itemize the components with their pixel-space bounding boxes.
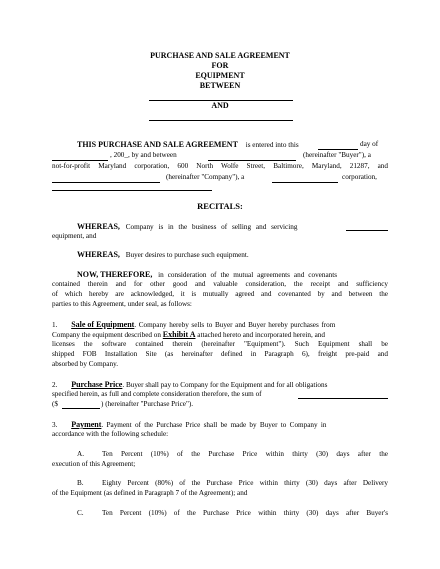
intro-line-4b: corporation, — [342, 173, 377, 181]
title-line-3: EQUIPMENT — [195, 71, 245, 80]
payment-a-line-1: Ten Percent (10%) of the Purchase Price within thirty (30) days after the — [102, 450, 388, 458]
whereas-2-text: Buyer desires to purchase such equipment. — [125, 251, 249, 259]
section-1-number: 1. — [52, 321, 58, 329]
section-1-line-3: licenses the software contained therein (hereinafter "Equipment"). Such Equipment shall be — [52, 340, 388, 348]
now-therefore-line-2: contained therein and for other good and valuable consideration, the receipt and sufficiency — [52, 280, 388, 288]
intro-line-2a: , 200_, by and between — [110, 151, 177, 159]
section-1-line-4: shipped FOB Installation Site (as hereinafter defined in Paragraph 6), freight pre-paid and — [52, 350, 388, 358]
section-1-line-5: absorbed by Company. — [52, 360, 119, 368]
payment-a-line-2: execution of this Agreement; — [52, 460, 136, 468]
section-2-number: 2. — [52, 381, 58, 389]
payment-c-line-1: Ten Percent (10%) of the Purchase Price within thirty (30) days after Buyer's — [102, 509, 388, 517]
intro-line-3: not-for-profit Maryland corporation, 600 North Wolfe Street, Baltimore, Maryland, 21287, and — [52, 162, 388, 170]
day-blank — [318, 149, 358, 150]
whereas-2-lead: WHEREAS, — [77, 250, 120, 259]
intro-line-1 — [77, 140, 299, 150]
whereas-1-lead: WHEREAS, — [77, 222, 120, 231]
title-and: AND — [211, 101, 229, 110]
section-2-line-3b: ) (hereinafter "Purchase Price"). — [101, 400, 194, 408]
intro-day-of: day of — [360, 140, 379, 148]
section-3-number: 3. — [52, 421, 58, 429]
intro-line-2b: (hereinafter "Buyer"), a — [303, 151, 371, 159]
payment-b-line-1: Eighty Percent (80%) of the Purchase Price within thirty (30) days after Delivery — [102, 479, 388, 487]
price-amount-blank — [62, 408, 100, 409]
payment-a-label: A. — [77, 450, 84, 458]
section-1-heading: Sale of Equipment — [71, 320, 135, 329]
now-therefore-text: in consideration of the mutual agreements and covenants — [158, 271, 338, 279]
title-line-2: FOR — [211, 61, 229, 70]
section-2-line-3a: ($ — [52, 400, 58, 408]
section-2-line-2: specified herein, as full and complete consideration therefore, the sum of — [52, 390, 262, 398]
company-address-blank — [52, 190, 212, 191]
now-therefore-line-1 — [77, 270, 337, 280]
intro-lead: THIS PURCHASE AND SALE AGREEMENT — [77, 140, 238, 149]
whereas-1-line-2: equipment, and — [52, 232, 97, 240]
payment-b-label: B. — [77, 479, 84, 487]
intro-entered-text: is entered into this — [245, 141, 299, 149]
buyer-name-blank — [208, 160, 296, 161]
month-blank — [52, 160, 108, 161]
section-2-text: . Buyer shall pay to Company for the Equipment and for all obligations — [122, 381, 328, 389]
now-therefore-line-3: of which hereby are acknowledged, it is mutually agreed and covenanted by and between the — [52, 290, 388, 298]
section-3-heading: Payment — [71, 420, 102, 429]
payment-c-label: C. — [77, 509, 84, 517]
section-2-line-1 — [52, 380, 327, 390]
section-1-text: . Company hereby sells to Buyer and Buyer hereby purchases from — [134, 321, 336, 329]
section-3-line-1 — [52, 420, 327, 430]
whereas-1-text: Company is in the business of selling and servicing — [125, 223, 298, 231]
intro-line-4a: (hereinafter "Company"), a — [166, 173, 245, 181]
company-state-blank — [272, 182, 338, 183]
section-3-line-2: accordance with the following schedule: — [52, 430, 169, 438]
business-blank — [346, 230, 388, 231]
recitals-heading: RECITALS: — [197, 201, 243, 211]
now-therefore-line-4: parties to this Agreement, under seal, as follows: — [52, 300, 192, 308]
payment-b-line-2: of the Equipment (as defined in Paragraph 7 of the Agreement); and — [52, 489, 248, 497]
section-1-line-2-a: Company the equipment described on — [52, 331, 161, 339]
section-1-line-2 — [52, 330, 325, 340]
whereas-2 — [77, 250, 249, 260]
party-two-blank — [149, 120, 293, 121]
section-1-line-2-b: attached hereto and incorporated herein, and — [197, 331, 325, 339]
title-line-1: PURCHASE AND SALE AGREEMENT — [150, 51, 290, 60]
title-line-4: BETWEEN — [199, 81, 241, 90]
exhibit-a-reference: Exhibit A — [162, 330, 196, 339]
section-2-heading: Purchase Price — [71, 380, 123, 389]
section-1-line-1 — [52, 320, 335, 330]
section-3-text: . Payment of the Purchase Price shall be made by Buyer to Company in — [101, 421, 327, 429]
now-therefore-lead: NOW, THEREFORE, — [77, 270, 153, 279]
company-name-blank — [52, 182, 160, 183]
whereas-1-line-1 — [77, 222, 297, 232]
price-words-blank — [298, 398, 388, 399]
